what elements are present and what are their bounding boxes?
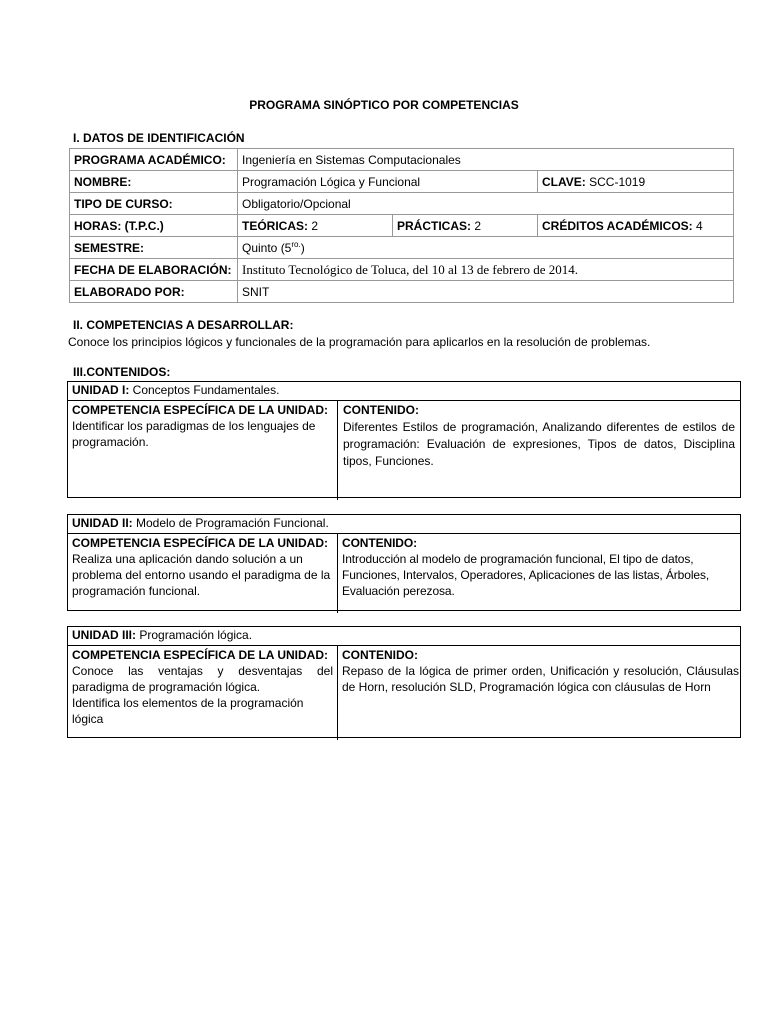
unit-3-competencia-1: Conoce las ventajas y desventajas del paradigma de programación lógica. xyxy=(72,664,333,694)
unit-1-competencia-cell xyxy=(68,401,338,500)
unit-1-body xyxy=(68,401,740,500)
creditos-label: CRÉDITOS ACADÉMICOS: xyxy=(542,218,693,233)
table-row xyxy=(70,193,734,215)
section-1-heading: I. DATOS DE IDENTIFICACIÓN xyxy=(73,131,245,145)
unit-1-box xyxy=(67,381,741,498)
practicas-cell xyxy=(393,215,538,237)
unit-1-label: UNIDAD I: xyxy=(72,383,130,397)
clave-label: CLAVE: xyxy=(542,174,586,189)
unit-2-box xyxy=(67,514,741,611)
contenido-header: CONTENIDO: xyxy=(343,403,419,417)
unit-2-header xyxy=(68,515,740,534)
elaborado-label: ELABORADO POR: xyxy=(70,281,238,303)
section-3-heading: III.CONTENIDOS: xyxy=(73,365,171,379)
unit-1-header xyxy=(68,382,740,401)
practicas-label: PRÁCTICAS: xyxy=(397,218,471,233)
elaborado-value: SNIT xyxy=(238,281,734,303)
unit-1-contenido: Diferentes Estilos de programación, Analizando diferentes de estilos de programación: Evaluación de expresiones, Tipos de datos, Disciplina tipos, Funciones. xyxy=(343,420,735,468)
document-title: PROGRAMA SINÓPTICO POR COMPETENCIAS xyxy=(249,98,519,112)
unit-2-body xyxy=(68,534,740,613)
identification-table xyxy=(69,148,734,303)
semestre-close: ) xyxy=(300,241,305,255)
tipo-label: TIPO DE CURSO: xyxy=(70,193,238,215)
section-2-text: Conoce los principios lógicos y funcionales de la programación para aplicarlos en la resolución de problemas. xyxy=(68,335,651,349)
programa-value: Ingeniería en Sistemas Computacionales xyxy=(238,149,734,171)
table-row xyxy=(70,149,734,171)
unit-2-competencia: Realiza una aplicación dando solución a un problema del entorno usando el paradigma de la programación funcional. xyxy=(72,552,331,598)
unit-3-competencia-2: Identifica los elementos de la programación lógica xyxy=(72,696,304,726)
section-2-heading: II. COMPETENCIAS A DESARROLLAR: xyxy=(73,318,294,332)
table-row xyxy=(70,237,734,259)
table-row xyxy=(70,171,734,193)
competencia-header: COMPETENCIA ESPECÍFICA DE LA UNIDAD: xyxy=(72,536,329,550)
unit-2-contenido-cell xyxy=(338,534,740,613)
teoricas-cell xyxy=(238,215,393,237)
semestre-label: SEMESTRE: xyxy=(70,237,238,259)
unit-2-label: UNIDAD II: xyxy=(72,516,133,530)
tipo-value: Obligatorio/Opcional xyxy=(238,193,734,215)
unit-1-competencia: Identificar los paradigmas de los lenguajes de programación. xyxy=(72,419,316,449)
competencia-header: COMPETENCIA ESPECÍFICA DE LA UNIDAD: xyxy=(72,403,329,417)
unit-3-body xyxy=(68,646,740,740)
semestre-superscript: ro. xyxy=(291,240,301,249)
creditos-cell xyxy=(538,215,734,237)
unit-3-competencia-cell xyxy=(68,646,338,740)
clave-cell xyxy=(538,171,734,193)
table-row xyxy=(70,259,734,281)
unit-2-name: Modelo de Programación Funcional. xyxy=(136,516,329,530)
unit-2-competencia-cell xyxy=(68,534,338,613)
competencia-header: COMPETENCIA ESPECÍFICA DE LA UNIDAD: xyxy=(72,648,329,662)
creditos-value: 4 xyxy=(696,218,703,233)
unit-3-contenido-cell xyxy=(338,646,740,740)
contenido-header: CONTENIDO: xyxy=(342,648,418,662)
unit-3-label: UNIDAD III: xyxy=(72,628,136,642)
nombre-label: NOMBRE: xyxy=(70,171,238,193)
table-row xyxy=(70,215,734,237)
table-row xyxy=(70,281,734,303)
unit-3-header xyxy=(68,627,740,646)
fecha-value: Instituto Tecnológico de Toluca, del 10 al 13 de febrero de 2014. xyxy=(238,259,734,281)
teoricas-value: 2 xyxy=(311,218,319,233)
clave-value: SCC-1019 xyxy=(589,174,646,189)
teoricas-label: TEÓRICAS: xyxy=(242,218,308,233)
unit-2-contenido: Introducción al modelo de programación funcional, El tipo de datos, Funciones, Intervalos, Operadores, Aplicaciones de las listas, Árboles, Evaluación perezosa. xyxy=(342,552,710,598)
semestre-text: Quinto (5 xyxy=(242,241,292,255)
nombre-value: Programación Lógica y Funcional xyxy=(238,171,538,193)
horas-label: HORAS: (T.P.C.) xyxy=(70,215,238,237)
programa-label: PROGRAMA ACADÉMICO: xyxy=(70,149,238,171)
contenido-header: CONTENIDO: xyxy=(342,536,417,550)
unit-3-contenido: Repaso de la lógica de primer orden, Unificación y resolución, Cláusulas de Horn, resolución SLD, Programación lógica con cláusulas de Horn xyxy=(342,664,739,694)
unit-1-contenido-cell xyxy=(338,401,740,500)
semestre-value xyxy=(238,237,734,259)
unit-1-name: Conceptos Fundamentales. xyxy=(132,383,280,397)
fecha-label: FECHA DE ELABORACIÓN: xyxy=(70,259,238,281)
unit-3-box xyxy=(67,626,741,738)
practicas-value: 2 xyxy=(474,218,482,233)
unit-3-name: Programación lógica. xyxy=(139,628,253,642)
